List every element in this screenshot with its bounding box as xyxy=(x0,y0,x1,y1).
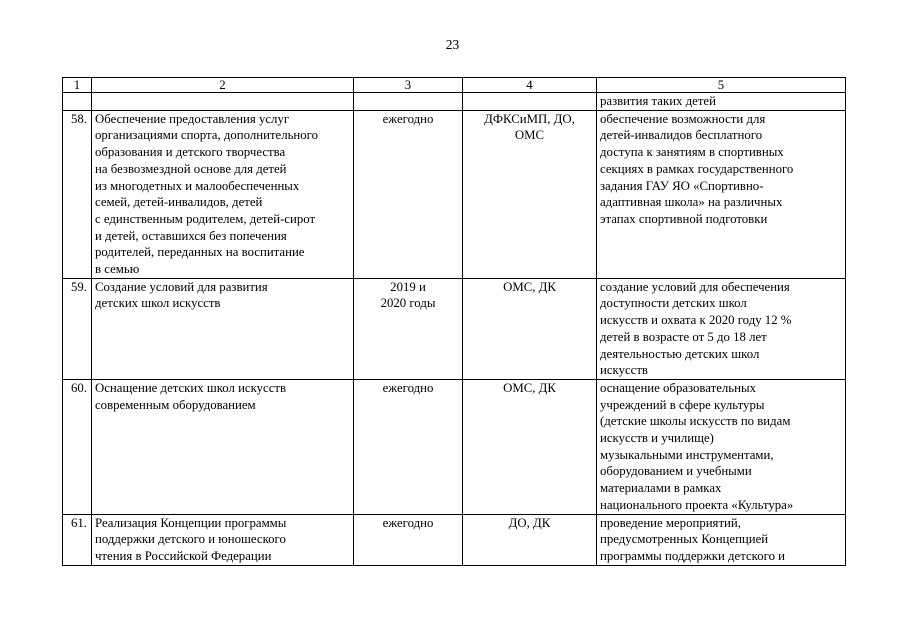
result-cell: обеспечение возможности для детей-инвалидов бесплатного доступа к занятиям в спортивных секциях в рамках государственного задания ГАУ ЯО «Спортивно- адаптивная школа» на различных этапах спортивной подготовки xyxy=(597,110,846,278)
task-cell xyxy=(92,93,354,111)
row-number: 58. xyxy=(63,110,92,278)
term-cell: 2019 и 2020 годы xyxy=(354,278,463,379)
table-row xyxy=(63,514,846,565)
result-cell: оснащение образовательных учреждений в сфере культуры (детские школы искусств по видам искусств и училище) музыкальными инструментами, оборудованием и учебными материалами в рамках национального проекта «Культура» xyxy=(597,379,846,514)
column-number: 1 xyxy=(63,78,92,93)
responsible-cell: ДФКСиМП, ДО, ОМС xyxy=(463,110,597,278)
task-cell: Обеспечение предоставления услуг организациями спорта, дополнительного образования и детского творчества на безвозмездной основе для детей из многодетных и малообеспеченных семей, детей-инвалидов, детей с единственным родителем, детей-сирот и детей, оставшихся без попечения родителей, переданных на воспитание в семью xyxy=(92,110,354,278)
column-number: 4 xyxy=(463,78,597,93)
term-cell: ежегодно xyxy=(354,514,463,565)
term-cell: ежегодно xyxy=(354,110,463,278)
responsible-cell xyxy=(463,93,597,111)
result-cell: проведение мероприятий, предусмотренных Концепцией программы поддержки детского и xyxy=(597,514,846,565)
row-number: 60. xyxy=(63,379,92,514)
responsible-cell: ОМС, ДК xyxy=(463,278,597,379)
table-row xyxy=(63,278,846,379)
row-number xyxy=(63,93,92,111)
row-number: 59. xyxy=(63,278,92,379)
term-cell: ежегодно xyxy=(354,379,463,514)
row-number: 61. xyxy=(63,514,92,565)
column-number: 2 xyxy=(92,78,354,93)
table-row xyxy=(63,110,846,278)
term-cell xyxy=(354,93,463,111)
table-row xyxy=(63,379,846,514)
table-row xyxy=(63,93,846,111)
page-number: 23 xyxy=(445,37,460,52)
task-cell: Создание условий для развития детских школ искусств xyxy=(92,278,354,379)
responsible-cell: ОМС, ДК xyxy=(463,379,597,514)
task-cell: Реализация Концепции программы поддержки детского и юношеского чтения в Российской Федерации xyxy=(92,514,354,565)
task-cell: Оснащение детских школ искусств современным оборудованием xyxy=(92,379,354,514)
responsible-cell: ДО, ДК xyxy=(463,514,597,565)
result-cell: развития таких детей xyxy=(597,93,846,111)
result-cell: создание условий для обеспечения доступности детских школ искусств и охвата к 2020 году 12 % детей в возрасте от 5 до 18 лет деятельностью детских школ искусств xyxy=(597,278,846,379)
plan-table xyxy=(62,77,846,566)
column-number: 3 xyxy=(354,78,463,93)
column-number: 5 xyxy=(597,78,846,93)
column-number-row xyxy=(63,78,846,93)
